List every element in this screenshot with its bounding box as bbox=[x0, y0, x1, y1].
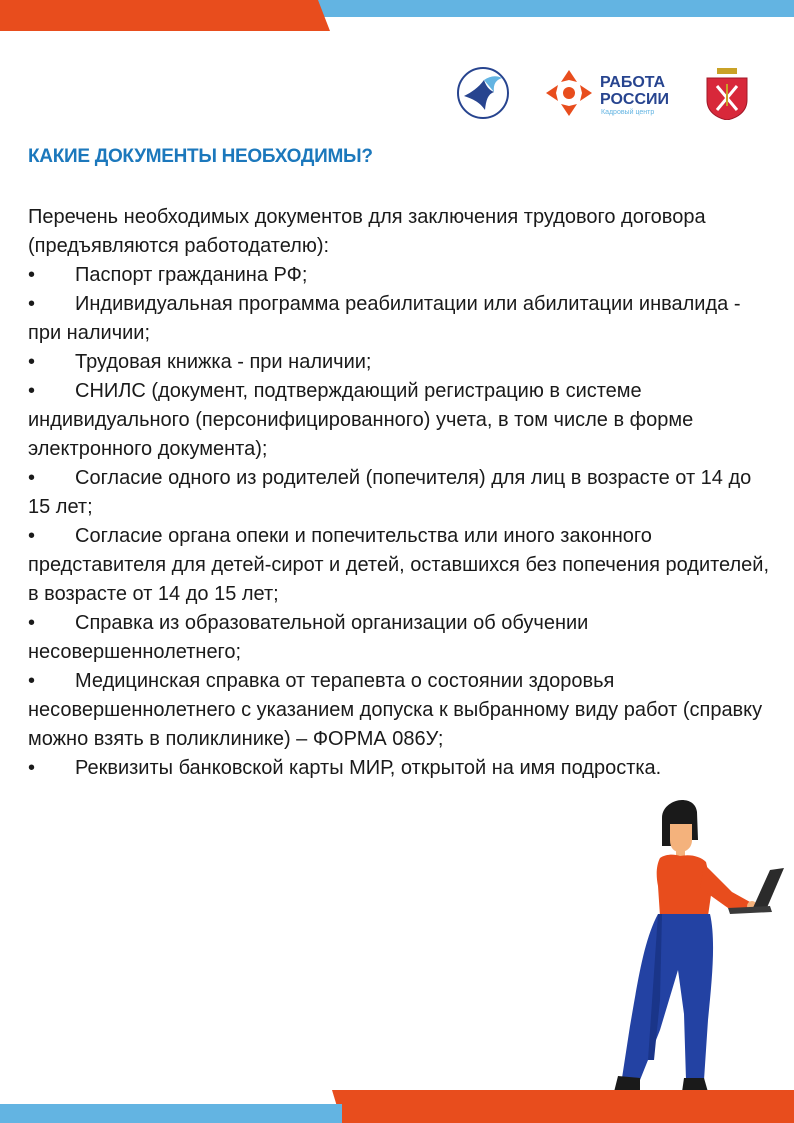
bullet: • bbox=[28, 525, 36, 547]
list-item bbox=[28, 609, 773, 667]
list-item bbox=[28, 377, 773, 464]
bullet: • bbox=[28, 670, 36, 692]
woman-with-laptop-illustration bbox=[600, 800, 790, 1100]
list-item bbox=[28, 261, 773, 290]
list-item-text: Реквизиты банковской карты МИР, открытой на имя подростка. bbox=[75, 757, 662, 779]
spb-coat-of-arms bbox=[705, 66, 749, 120]
rabota-rossii-line2: РОССИИ bbox=[600, 91, 670, 108]
star-arrows-icon bbox=[544, 68, 594, 118]
bottom-blue-bar bbox=[0, 1104, 342, 1123]
list-item bbox=[28, 667, 773, 754]
trousers bbox=[622, 914, 713, 1080]
page-title: КАКИЕ ДОКУМЕНТЫ НЕОБХОДИМЫ? bbox=[28, 146, 373, 167]
list-item bbox=[28, 522, 773, 609]
rabota-rossii-logo bbox=[544, 66, 684, 122]
bullet: • bbox=[28, 757, 36, 779]
bullet: • bbox=[28, 467, 36, 489]
bullet: • bbox=[28, 351, 36, 373]
bullet: • bbox=[28, 380, 36, 402]
face bbox=[670, 824, 692, 852]
rabota-rossii-subtitle: Кадровый центр bbox=[601, 109, 655, 116]
list-item-text: Паспорт гражданина РФ; bbox=[75, 264, 308, 286]
bottom-decor-bars bbox=[0, 1088, 794, 1123]
list-item bbox=[28, 348, 773, 377]
bullet: • bbox=[28, 293, 36, 315]
top-blue-bar bbox=[318, 0, 794, 17]
list-item-text: Согласие одного из родителей (попечителя) для лиц в возрасте от 14 до 15 лет; bbox=[28, 467, 752, 518]
list-item bbox=[28, 754, 773, 783]
list-item-text: Трудовая книжка - при наличии; bbox=[75, 351, 372, 373]
laptop bbox=[752, 868, 784, 910]
bullet: • bbox=[28, 264, 36, 286]
list-item bbox=[28, 464, 773, 522]
list-item-text: Согласие органа опеки и попечительства или иного законного представителя для детей-сирот и детей, оставшихся без попечения родителей, в возрасте от 14 до 15 лет; bbox=[28, 525, 770, 605]
spb-coat-of-arms-icon bbox=[705, 66, 749, 120]
list-item-text: Индивидуальная программа реабилитации или абилитации инвалида - при наличии; bbox=[28, 293, 741, 344]
documents-list bbox=[28, 261, 773, 783]
top-orange-bar bbox=[0, 0, 330, 31]
rabota-rossii-line1: РАБОТА bbox=[600, 74, 666, 91]
employment-service-logo bbox=[456, 66, 510, 120]
list-item-text: Медицинская справка от терапевта о состоянии здоровья несовершеннолетнего с указанием допуска к выбранному виду работ (справку можно взять в поликлинике) – ФОРМА 086У; bbox=[28, 670, 763, 750]
bullet: • bbox=[28, 612, 36, 634]
intro-text: Перечень необходимых документов для заключения трудового договора (предъявляются работодателю): bbox=[28, 206, 706, 257]
bird-emblem-icon bbox=[456, 66, 510, 120]
top-decor-bars bbox=[0, 0, 794, 34]
bottom-orange-bar bbox=[332, 1090, 794, 1123]
list-item-text: Справка из образовательной организации об обучении несовершеннолетнего; bbox=[28, 612, 589, 663]
list-item-text: СНИЛС (документ, подтверждающий регистрацию в системе индивидуального (персонифицированного) учета, в том числе в форме электронного документа); bbox=[28, 380, 694, 460]
list-item bbox=[28, 290, 773, 348]
documents-section bbox=[28, 203, 773, 783]
